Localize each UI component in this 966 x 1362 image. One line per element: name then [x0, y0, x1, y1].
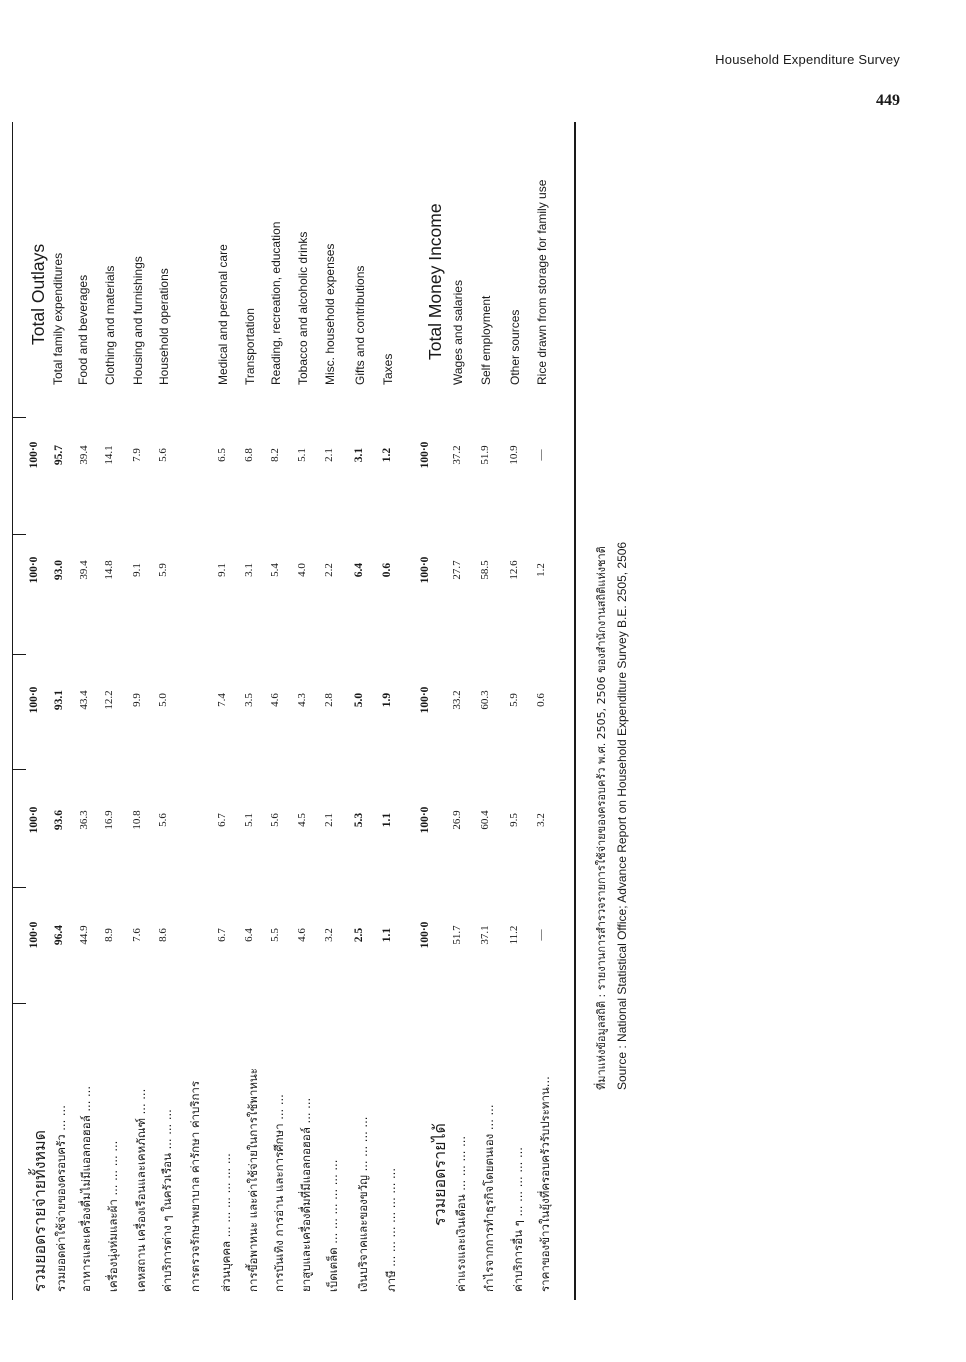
income-total-cell: 100·0 [419, 441, 431, 469]
outlays-cell: 14.1 [103, 445, 115, 465]
english-row-label: Total family expenditures [51, 252, 65, 385]
english-outlays-heading: Total Outlays [28, 243, 48, 345]
income-cell: 26.9 [451, 810, 463, 830]
outlays-cell: 1.1 [381, 812, 393, 828]
outlays-cell: 7.4 [216, 693, 228, 707]
english-row-label: Food and beverages [76, 274, 90, 385]
outlays-cell: 14.8 [103, 560, 115, 580]
english-row-label: Clothing and materials [103, 265, 117, 385]
outlays-cell: 2.2 [323, 563, 335, 577]
outlays-cell: 5.5 [269, 928, 281, 942]
thai-row-label: รวมยอดค่าใช้จ่ายของครอบครัว ... ... [54, 1105, 68, 1292]
outlays-cell: 3.1 [353, 447, 365, 463]
income-cell: 37.2 [451, 445, 463, 465]
income-total-cell: 100·0 [419, 686, 431, 714]
outlays-cell: 4.5 [296, 813, 308, 827]
outlays-cell: 8.2 [269, 448, 281, 462]
outlays-cell: 1.2 [381, 447, 393, 463]
outlays-cell: 6.4 [243, 928, 255, 942]
thai-row-label: ภาษี ... ... ... ... ... ... ... [384, 1168, 398, 1292]
outlays-cell: 93.1 [53, 689, 65, 711]
outlays-cell: 9.9 [131, 693, 143, 707]
english-row-label: Self employment [479, 295, 493, 385]
outlays-cell: 2.5 [353, 927, 365, 943]
thai-row-label: กำไรจากการทำธุรกิจโดยตนเอง ... ... [482, 1104, 496, 1292]
column-rule [12, 417, 26, 418]
outlays-cell: 6.7 [216, 928, 228, 942]
outlays-cell: 5.0 [157, 693, 169, 707]
running-header: Household Expenditure Survey [715, 52, 900, 67]
english-row-label: Gifts and contributions [353, 265, 367, 385]
outlays-cell: 3.1 [243, 563, 255, 577]
outlays-cell: 3.5 [243, 693, 255, 707]
english-row-label: Tobacco and alcoholic drinks [296, 231, 310, 385]
english-row-label: Household operations [157, 268, 171, 385]
english-row-label: Misc. household expenses [323, 243, 337, 385]
outlays-total-cell: 100·0 [28, 441, 40, 469]
outlays-cell: 6.7 [216, 813, 228, 827]
outlays-cell: 44.9 [78, 925, 90, 945]
income-total-cell: 100·0 [419, 806, 431, 834]
thai-row-label: เบ็ดเตล็ด ... ... ... ... ... ... [326, 1159, 340, 1292]
outlays-total-cell: 100·0 [28, 806, 40, 834]
outlays-cell: 2.8 [323, 693, 335, 707]
income-cell: 9.5 [508, 813, 520, 827]
income-cell: 11.2 [508, 925, 520, 945]
thai-row-label: การตรวจรักษาพยาบาล ค่ารักษา ค่าบริการ [188, 1080, 202, 1292]
income-cell: 5.9 [508, 693, 520, 707]
thai-income-heading: รวมยอดรายได้ [430, 1123, 449, 1226]
outlays-cell: 4.6 [296, 928, 308, 942]
bottom-rule [574, 122, 576, 1300]
outlays-cell: 5.6 [269, 813, 281, 827]
thai-row-label: การขึ้อพาหนะ และค่าใช้จ่ายในการใช้พาหนะ [246, 1068, 260, 1292]
thai-row-label: ค่าบริการอื่น ๆ ... ... ... ... ... [511, 1147, 525, 1292]
outlays-cell: 36.3 [78, 810, 90, 830]
english-row-label: Transportation [243, 308, 257, 385]
outlays-cell: 16.9 [103, 810, 115, 830]
outlays-total-cell: 100·0 [28, 556, 40, 584]
outlays-cell: 12.2 [103, 690, 115, 710]
outlays-cell: 3.2 [323, 928, 335, 942]
outlays-cell: 5.1 [243, 813, 255, 827]
outlays-cell: 2.1 [323, 448, 335, 462]
income-cell: 58.5 [479, 560, 491, 580]
income-cell: — [535, 929, 547, 941]
outlays-cell: 10.8 [131, 810, 143, 830]
column-rule [12, 534, 26, 535]
income-cell: 27.7 [451, 560, 463, 580]
outlays-cell: 6.5 [216, 448, 228, 462]
outlays-cell: 7.9 [131, 448, 143, 462]
outlays-cell: 5.6 [157, 813, 169, 827]
source-thai: ที่มาแห่งข้อมูลสถิติ : รายงานการสำรวจรายการใช้จ่ายของครอบครัว พ.ศ. 2505, 2506 ของสำนักงานสถิติแห่งชาติ [595, 546, 608, 1090]
income-cell: 10.9 [508, 445, 520, 465]
income-cell: — [535, 449, 547, 461]
outlays-cell: 43.4 [78, 690, 90, 710]
outlays-cell: 5.4 [269, 563, 281, 577]
top-rule [12, 122, 13, 1300]
rotated-table [10, 115, 650, 1305]
outlays-cell: 96.4 [53, 924, 65, 946]
outlays-cell: 8.9 [103, 928, 115, 942]
outlays-cell: 0.6 [381, 562, 393, 578]
outlays-cell: 39.4 [78, 560, 90, 580]
income-cell: 51.9 [479, 445, 491, 465]
outlays-cell: 39.4 [78, 445, 90, 465]
english-row-label: Reading, recreation, education [269, 221, 283, 385]
outlays-cell: 6.8 [243, 448, 255, 462]
source-english: Source : National Statistical Office; Advance Report on Household Expenditure Survey B.E. 2505, 2506 [615, 541, 629, 1090]
thai-row-label: ค่าแรงและเงินเดือน ... ... ... ... [454, 1135, 468, 1292]
outlays-cell: 4.3 [296, 693, 308, 707]
english-income-heading: Total Money Income [425, 203, 445, 360]
outlays-total-cell: 100·0 [28, 686, 40, 714]
column-rule [12, 887, 26, 888]
outlays-cell: 5.3 [353, 812, 365, 828]
outlays-cell: 4.6 [269, 693, 281, 707]
outlays-total-cell: 100·0 [28, 921, 40, 949]
outlays-cell: 8.6 [157, 928, 169, 942]
column-rule [12, 1003, 26, 1004]
outlays-cell: 6.4 [353, 562, 365, 578]
thai-row-label: ค่าบริการต่าง ๆ ในครัวเรือน ... ... ... [160, 1109, 174, 1292]
outlays-cell: 93.0 [53, 559, 65, 581]
outlays-cell: 1.1 [381, 927, 393, 943]
outlays-cell: 9.1 [216, 563, 228, 577]
income-total-cell: 100·0 [419, 921, 431, 949]
english-row-label: Housing and furnishings [131, 256, 145, 385]
income-cell: 60.4 [479, 810, 491, 830]
income-cell: 60.3 [479, 690, 491, 710]
english-row-label: Medical and personal care [216, 244, 230, 385]
income-cell: 0.6 [535, 693, 547, 707]
thai-row-label: ส่วนบุคคล ... ... ... ... ... ... [219, 1153, 233, 1292]
outlays-cell: 5.1 [296, 448, 308, 462]
thai-row-label: เครื่องนุ่งห่มและผ้า ... ... ... ... [106, 1140, 120, 1292]
thai-row-label: ยาสูบและเครื่องดื่มที่มีแอลกอฮอล์ ... ... [299, 1097, 313, 1292]
outlays-cell: 4.0 [296, 563, 308, 577]
english-row-label: Other sources [508, 309, 522, 385]
page-number: 449 [876, 92, 900, 109]
income-cell: 51.7 [451, 925, 463, 945]
english-row-label: Rice drawn from storage for family use [535, 179, 549, 385]
outlays-cell: 5.9 [157, 563, 169, 577]
outlays-cell: 1.9 [381, 692, 393, 708]
thai-row-label: เคหสถาน เครื่องเรือนและเคหภัณฑ์ ... ... [134, 1088, 148, 1292]
thai-row-label: เงินบริจาคและของขวัญ ... ... ... ... [356, 1116, 370, 1292]
income-cell: 33.2 [451, 690, 463, 710]
outlays-cell: 9.1 [131, 563, 143, 577]
income-cell: 3.2 [535, 813, 547, 827]
outlays-cell: 7.6 [131, 928, 143, 942]
income-cell: 12.6 [508, 560, 520, 580]
english-row-label: Taxes [381, 353, 395, 385]
thai-row-label: การบันเทิง การอ่าน และการศึกษา ... ... [272, 1094, 286, 1292]
english-row-label: Wages and salaries [451, 280, 465, 385]
outlays-cell: 95.7 [53, 444, 65, 466]
income-cell: 37.1 [479, 925, 491, 945]
income-total-cell: 100·0 [419, 556, 431, 584]
outlays-cell: 5.6 [157, 448, 169, 462]
column-rule [12, 654, 26, 655]
outlays-cell: 5.0 [353, 692, 365, 708]
outlays-cell: 2.1 [323, 813, 335, 827]
column-rule [12, 769, 26, 770]
thai-outlays-heading: รวมยอดรายจ่ายทั้งหมด [30, 1129, 49, 1292]
income-cell: 1.2 [535, 563, 547, 577]
thai-row-label: ราคาของข้าวในยุ้งที่ครอบครัวรับประทาน... [538, 1076, 552, 1292]
outlays-cell: 93.6 [53, 809, 65, 831]
thai-row-label: อาหารและเครื่องดื่มไม่มีแอลกอฮอล์ ... ... [79, 1086, 93, 1292]
